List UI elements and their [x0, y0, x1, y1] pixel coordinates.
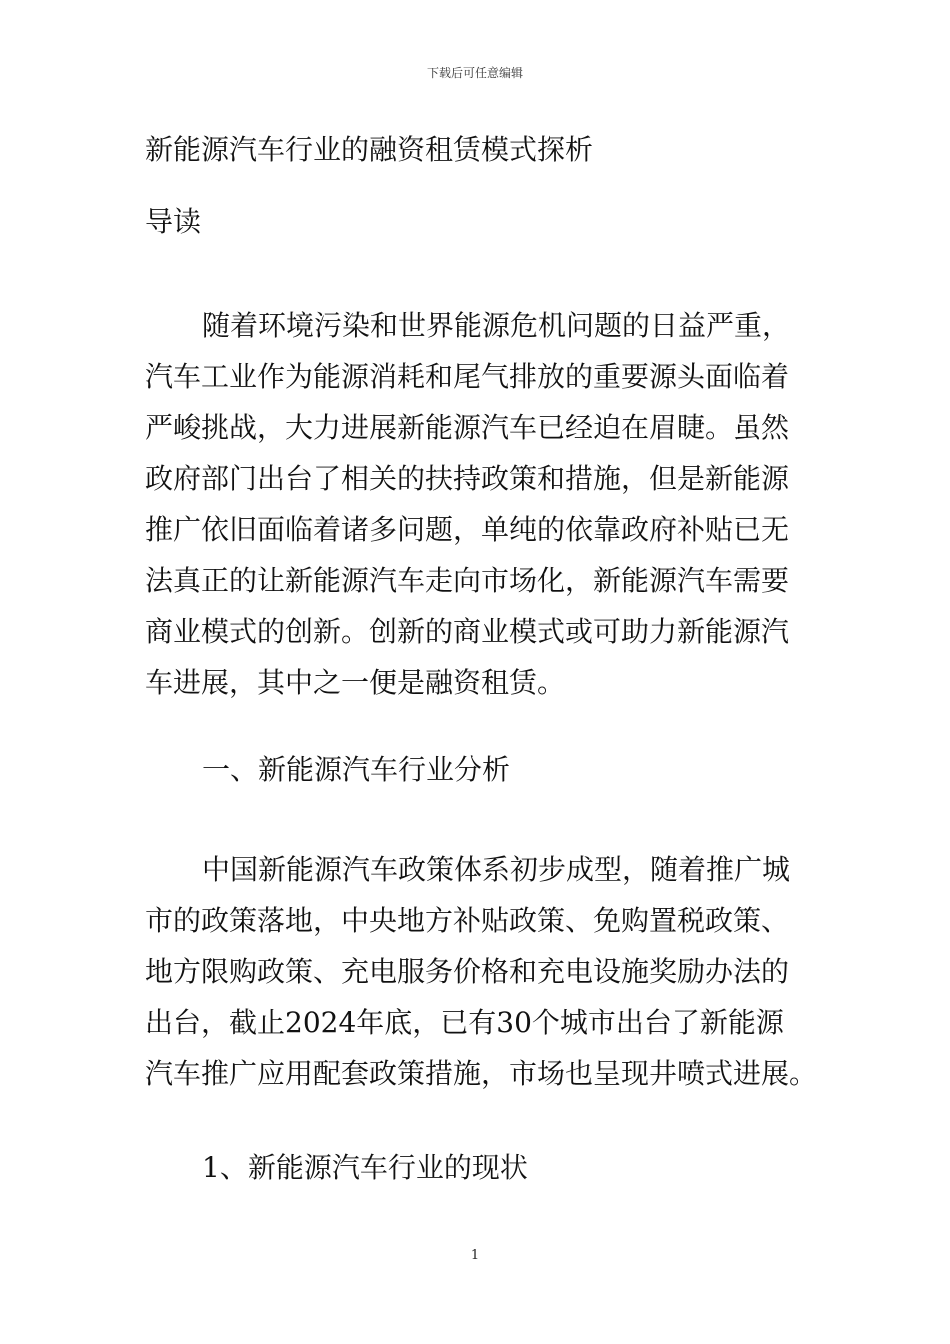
paragraph-line: 市的政策落地，中央地方补贴政策、免购置税政策、 [145, 904, 790, 937]
paragraph-line: 政府部门出台了相关的扶持政策和措施，但是新能源 [145, 462, 790, 495]
paragraph-line: 汽车推广应用配套政策措施，市场也呈现井喷式进展。 [145, 1057, 818, 1090]
paragraph-line: 汽车工业作为能源消耗和尾气排放的重要源头面临着 [145, 360, 790, 393]
paragraph-line: 商业模式的创新。创新的商业模式或可助力新能源汽 [145, 615, 790, 648]
subsection-heading-1: 1、新能源汽车行业的现状 [202, 1151, 528, 1184]
paragraph-line: 随着环境污染和世界能源危机问题的日益严重， [202, 309, 791, 342]
paragraph-line: 法真正的让新能源汽车走向市场化，新能源汽车需要 [145, 564, 790, 597]
header-note: 下载后可任意编辑 [426, 66, 523, 80]
page-number: 1 [470, 1248, 480, 1263]
paragraph-line: 严峻挑战，大力进展新能源汽车已经迫在眉睫。虽然 [145, 411, 790, 444]
paragraph-line: 地方限购政策、充电服务价格和充电设施奖励办法的 [145, 955, 790, 988]
intro-paragraph [145, 300, 810, 708]
paragraph-line: 车进展，其中之一便是融资租赁。 [145, 666, 566, 699]
paragraph-line: 出台，截止2024年底，已有30个城市出台了新能源 [145, 1006, 784, 1039]
section-label-daodu: 导读 [145, 205, 202, 238]
section-heading-1: 一、新能源汽车行业分析 [202, 753, 511, 786]
paragraph-line: 中国新能源汽车政策体系初步成型，随着推广城 [202, 853, 791, 886]
paragraph-line: 推广依旧面临着诸多问题，单纯的依靠政府补贴已无 [145, 513, 790, 546]
document-title: 新能源汽车行业的融资租赁模式探析 [145, 133, 594, 166]
section1-paragraph [145, 844, 818, 1099]
